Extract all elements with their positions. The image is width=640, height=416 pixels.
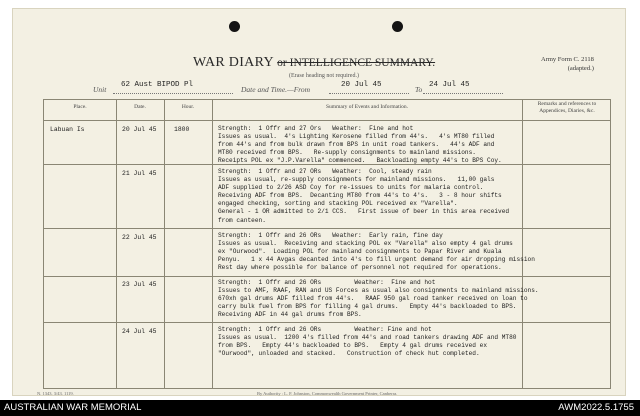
entry-hour: 1800	[174, 126, 190, 133]
entry-date: 23 Jul 45	[122, 281, 157, 288]
title-main: WAR DIARY	[193, 55, 274, 70]
printer-credit: By Authority : L. F. Johnston, Commonwealth Government Printer, Canberra.	[257, 391, 398, 396]
header-date: Date.	[134, 104, 146, 110]
date-from: 20 Jul 45	[341, 81, 382, 89]
entry-summary: Strength: 1 Offr and 26 ORs Weather: Fine and hot Issues as usual. 1200 4's filled from 44's and road tankers drawing ADF and MT80 from BPS. Empty 44's backloaded to BPS. Empty 4 gal drums received ex "Ourwood", unloaded and stacked. Construction of check hut completed.	[218, 326, 517, 358]
diary-table	[43, 99, 611, 389]
date-to: 24 Jul 45	[429, 81, 470, 89]
date-to-line	[423, 93, 503, 94]
diary-sheet	[12, 8, 626, 396]
col-divider-place	[116, 100, 117, 388]
unit-value: 62 Aust BIPOD Pl	[121, 81, 194, 89]
row-divider	[44, 276, 610, 277]
row-divider	[44, 322, 610, 323]
header-summary: Summary of Events and Information.	[325, 104, 409, 110]
form-title	[193, 55, 435, 71]
entry-date: 24 Jul 45	[122, 328, 157, 335]
print-code: N. 1343. 3/43. 1119.	[37, 391, 74, 396]
punch-hole-left	[229, 21, 240, 32]
caption-reference: AWM2022.5.1755	[558, 402, 634, 413]
entry-date: 21 Jul 45	[122, 170, 157, 177]
caption-bar	[0, 400, 640, 416]
date-from-line	[329, 93, 409, 94]
unit-row	[93, 81, 613, 95]
header-place: Place.	[73, 104, 87, 110]
erase-note: (Erase heading not required.)	[289, 73, 359, 79]
to-label: To	[415, 85, 423, 94]
punch-hole-right	[392, 21, 403, 32]
title-struck: or INTELLIGENCE SUMMARY.	[277, 57, 436, 69]
form-number-text: Army Form C. 2118	[541, 56, 594, 63]
entry-date: 22 Jul 45	[122, 234, 157, 241]
entry-summary: Strength: 1 Offr and 27 ORs Weather: Cool, steady rain Issues as usual, re-supply consignments for mainland missions. 11,00 gals ADF supplied to 2/26 ASD Coy for re-issues to units for malaria control. Receiving ADF from BPS. Decanting MT80 from 44's to 4's. 3 - 8 hour shifts engaged checking, sorting and stacking POL received ex "Varella". General - 1 OR admitted to 2/1 CCS. First issue of beer in this area received from canteen.	[218, 168, 510, 224]
header-remarks: Remarks and references to Appendices, Diaries, &c.	[537, 101, 597, 114]
unit-label: Unit	[93, 85, 107, 94]
datetime-label: Date and Time.—From	[241, 85, 311, 94]
entry-place: Labuan Is	[50, 126, 85, 133]
col-divider-date	[164, 100, 165, 388]
header-divider	[44, 120, 610, 121]
form-number	[541, 55, 594, 73]
entry-date: 20 Jul 45	[122, 126, 157, 133]
caption-institution: AUSTRALIAN WAR MEMORIAL	[4, 402, 142, 413]
entry-summary: Strength: 1 Offr and 27 Ors Weather: Fine and hot Issues as usual. 4's Lighting Kerosene filled from 44's. 4's MT80 filled from 44's and from bulk drawn from BPS in unit road tankers. 44's ADF and MT80 received from BPS. Re-supply consignments to mainland missions. Receipts POL ex "J.P.Varella" commenced. Backloading empty 44's to BPS Coy.	[218, 125, 502, 165]
entry-summary: Strength: 1 Offr and 26 ORs Weather: Fine and hot Issues to AMF, RAAF, RAN and US Forces as usual also consignments to mainland missions. 670xh gal drums ADF filled from 44's. RAAF 950 gal road tanker received on loan to carry bulk fuel from BPS for filling 4 gal drums. Empty 44's backloaded to BPS. Receiving ADF in 44 gal drums from BPS.	[218, 279, 539, 319]
header-hour: Hour.	[181, 104, 195, 110]
unit-line	[113, 93, 233, 94]
entry-summary: Strength: 1 Offr and 26 ORs Weather: Early rain, fine day Issues as usual. Receiving and stacking POL ex "Varella" also empty 4 gal drums ex "Ourwood". Loading POL for mainland consignments to Papar River and Kuala Penyu. 1 x 44 Avgas decanted into 4's to fill urgent demand for air dropping mission Rest day where possible for balance of personnel not required for operations.	[218, 232, 535, 272]
row-divider	[44, 228, 610, 229]
form-adapted: (adapted.)	[567, 65, 594, 72]
col-divider-hour	[212, 100, 213, 388]
